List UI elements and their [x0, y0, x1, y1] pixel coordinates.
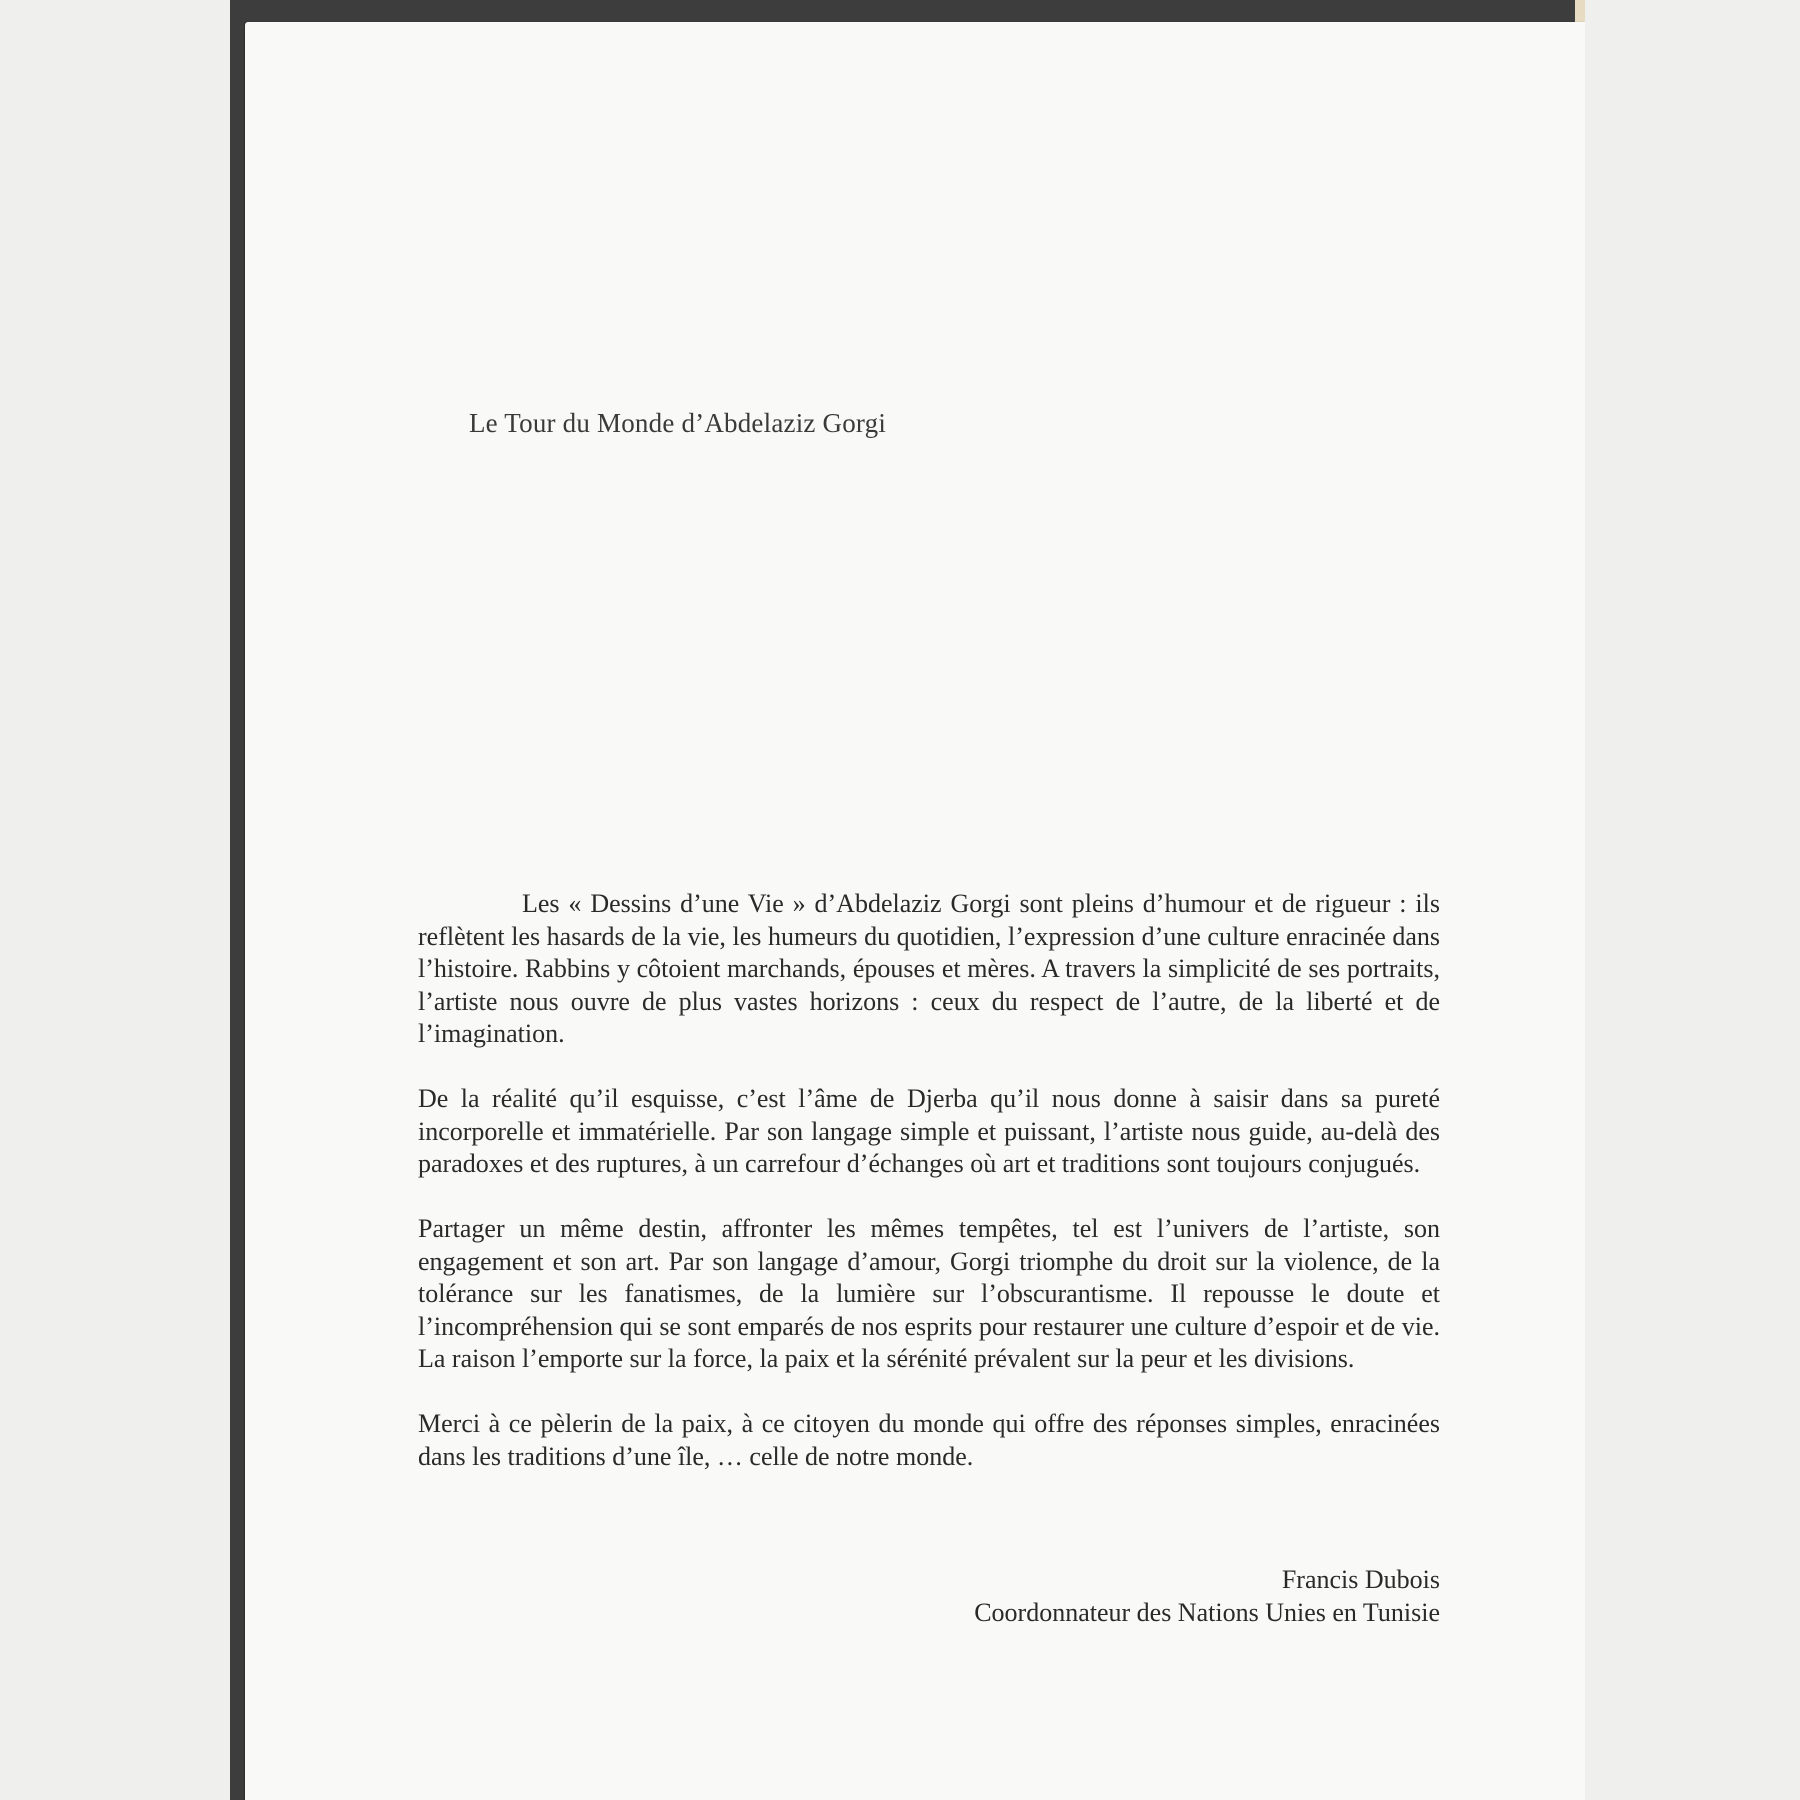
- body-text: [418, 888, 1440, 1473]
- paragraph-4: Merci à ce pèlerin de la paix, à ce citoyen du monde qui offre des réponses simples, enracinées dans les traditions d’une île, … celle de notre monde.: [418, 1409, 1440, 1471]
- paragraph-2: De la réalité qu’il esquisse, c’est l’âme de Djerba qu’il nous donne à saisir dans sa pureté incorporelle et immatérielle. Par son langage simple et puissant, l’artiste nous guide, au-delà des paradoxes et des ruptures, à un carrefour d’échanges où art et traditions sont toujours conjugués.: [418, 1084, 1440, 1178]
- page-title: Le Tour du Monde d’Abdelaziz Gorgi: [468, 408, 887, 438]
- paragraph-3: Partager un même destin, affronter les mêmes tempêtes, tel est l’univers de l’artiste, son engagement et son art. Par son langage d’amour, Gorgi triomphe du droit sur la violence, de la tolérance sur les fanatismes, de la lumière sur l’obscurantisme. Il repousse le doute et l’incompréhension qui se sont emparés de nos esprits pour restaurer une culture d’espoir et de vie. La raison l’emporte sur la force, la paix et la sérénité prévalent sur la peur et les divisions.: [418, 1214, 1440, 1373]
- signature-role: Coordonnateur des Nations Unies en Tunisie: [974, 1597, 1440, 1627]
- paragraph-1: Les « Dessins d’une Vie » d’Abdelaziz Gorgi sont pleins d’humour et de rigueur : ils reflètent les hasards de la vie, les humeurs du quotidien, l’expression d’une culture enracinée dans l’histoire. Rabbins y côtoient marchands, épouses et mères. A travers la simplicité de ses portraits, l’artiste nous ouvre de plus vastes horizons : ceux du respect de l’autre, de la liberté et de l’imagination.: [418, 889, 1440, 1048]
- signature-name: Francis Dubois: [1281, 1565, 1440, 1594]
- signature-block: [974, 1564, 1440, 1629]
